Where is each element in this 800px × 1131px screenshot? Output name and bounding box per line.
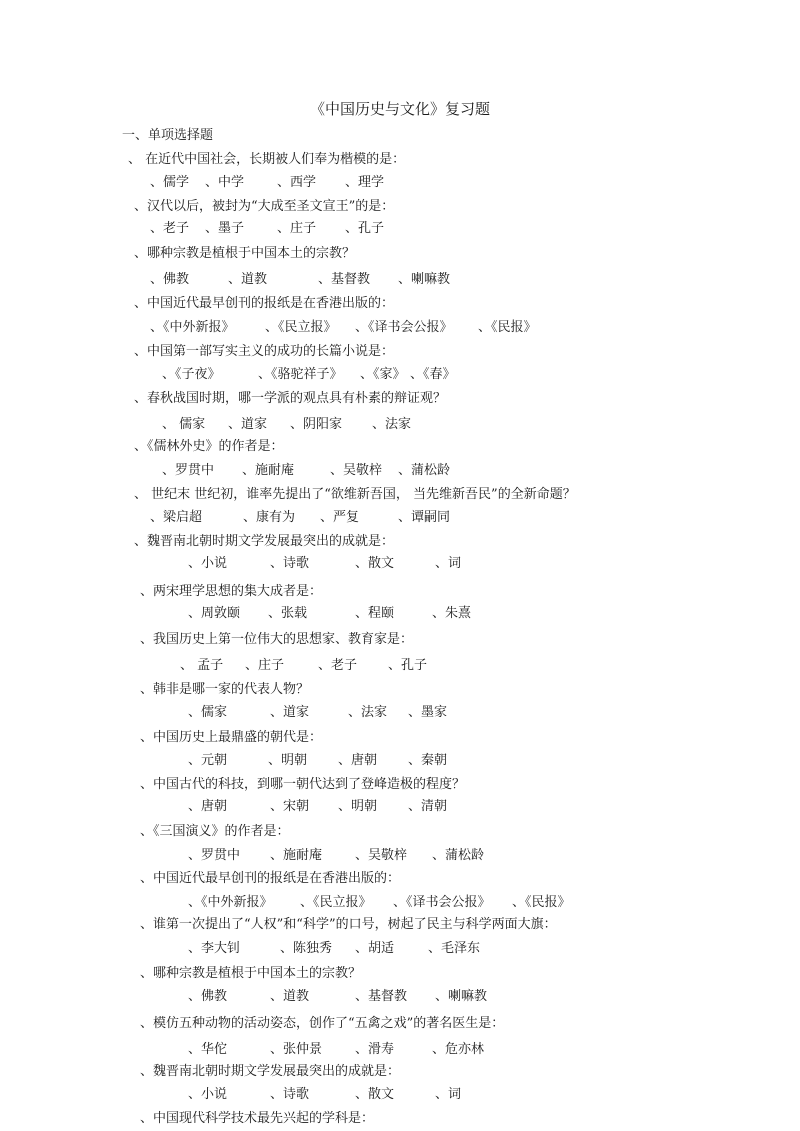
- answer-option: 、罗贯中: [188, 848, 241, 863]
- answer-option: 、喇嘛教: [435, 989, 488, 1004]
- answer-option: 、朱熹: [432, 606, 472, 621]
- answer-option: 、张载: [268, 606, 308, 621]
- answer-option: 、《中外新报》: [150, 320, 235, 335]
- answer-option: 、理学: [345, 175, 385, 190]
- question-text: 、中国现代科学技术最先兴起的学科是：: [140, 1111, 375, 1126]
- answer-option: 、喇嘛教: [398, 272, 451, 287]
- answer-option: 、陈独秀: [280, 941, 333, 956]
- question-text: 、 在近代中国社会，长期被人们奉为楷模的是：: [128, 152, 406, 167]
- answer-option: 、小说: [188, 1087, 228, 1102]
- answer-option: 、《民报》: [478, 320, 537, 335]
- answer-option: 、施耐庵: [270, 848, 323, 863]
- answer-option: 、蒲松龄: [432, 848, 485, 863]
- answer-option: 、华佗: [188, 1042, 228, 1057]
- question-text: 、哪种宗教是植根于中国本土的宗教？: [134, 246, 356, 261]
- answer-option: 、阴阳家: [290, 417, 343, 432]
- question-text: 、韩非是哪一家的代表人物？: [140, 682, 310, 697]
- question-text: 、模仿五种动物的活动姿态，创作了“五禽之戏”的著名医生是：: [140, 1016, 505, 1031]
- answer-option: 、康有为: [243, 510, 296, 525]
- answer-option: 、毛泽东: [428, 941, 481, 956]
- answer-option: 、基督教: [318, 272, 371, 287]
- answer-option: 、 孟子: [180, 658, 224, 673]
- answer-option: 、危亦林: [432, 1042, 485, 1057]
- answer-option: 、墨家: [408, 705, 448, 720]
- answer-option: 、道家: [228, 417, 268, 432]
- question-text: 、《儒林外史》的作者是：: [134, 439, 284, 454]
- answer-option: 、基督教: [355, 989, 408, 1004]
- section-heading: 一、单项选择题: [122, 128, 214, 143]
- answer-option: 、诗歌: [270, 556, 310, 571]
- answer-option: 、李大钊: [188, 941, 241, 956]
- answer-option: 、儒家: [188, 705, 228, 720]
- answer-option: 、庄子: [277, 221, 317, 236]
- answer-option: 、《民报》: [512, 895, 571, 910]
- answer-option: 、词: [435, 1087, 462, 1102]
- answer-option: 、墨子: [205, 221, 245, 236]
- answer-option: 、《译书会公报》: [393, 895, 491, 910]
- answer-option: 、罗贯中: [162, 463, 215, 478]
- question-text: 、我国历史上第一位伟大的思想家、教育家是：: [140, 632, 414, 647]
- answer-option: 、谭嗣同: [398, 510, 451, 525]
- answer-option: 、宋朝: [270, 799, 310, 814]
- answer-option: 、《春》: [410, 367, 456, 382]
- answer-option: 、《子夜》: [162, 367, 221, 382]
- answer-option: 、 儒家: [162, 417, 206, 432]
- answer-option: 、老子: [318, 658, 358, 673]
- answer-option: 、散文: [355, 556, 395, 571]
- answer-option: 、《家》: [360, 367, 406, 382]
- question-text: 、中国古代的科技，到哪一朝代达到了登峰造极的程度？: [140, 777, 466, 792]
- answer-option: 、庄子: [245, 658, 285, 673]
- answer-option: 、《骆驼祥子》: [258, 367, 343, 382]
- question-text: 、魏晋南北朝时期文学发展最突出的成就是：: [134, 534, 395, 549]
- answer-option: 、滑寿: [355, 1042, 395, 1057]
- answer-option: 、法家: [348, 705, 388, 720]
- answer-option: 、周敦颐: [188, 606, 241, 621]
- answer-option: 、中学: [205, 175, 245, 190]
- answer-option: 、张仲景: [270, 1042, 323, 1057]
- answer-option: 、程颐: [355, 606, 395, 621]
- question-text: 、两宋理学思想的集大成者是：: [140, 584, 323, 599]
- answer-option: 、小说: [188, 556, 228, 571]
- answer-option: 、胡适: [355, 941, 395, 956]
- answer-option: 、孔子: [345, 221, 385, 236]
- answer-option: 、唐朝: [188, 799, 228, 814]
- answer-option: 、道教: [270, 989, 310, 1004]
- question-text: 、谁第一次提出了“人权”和“科学”的口号，树起了民主与科学两面大旗：: [140, 917, 557, 932]
- answer-option: 、吴敬梓: [330, 463, 383, 478]
- question-text: 、哪种宗教是植根于中国本土的宗教？: [140, 966, 362, 981]
- question-text: 、汉代以后，被封为“大成至圣文宣王”的是：: [134, 199, 395, 214]
- answer-option: 、孔子: [388, 658, 428, 673]
- answer-option: 、《民立报》: [265, 320, 337, 335]
- question-text: 、中国近代最早创刊的报纸是在香港出版的：: [134, 296, 395, 311]
- answer-option: 、法家: [372, 417, 412, 432]
- answer-option: 、诗歌: [270, 1087, 310, 1102]
- answer-option: 、老子: [150, 221, 190, 236]
- answer-option: 、散文: [355, 1087, 395, 1102]
- answer-option: 、唐朝: [338, 753, 378, 768]
- answer-option: 、严复: [320, 510, 360, 525]
- answer-option: 、《民立报》: [300, 895, 372, 910]
- answer-option: 、梁启超: [150, 510, 203, 525]
- question-text: 、魏晋南北朝时期文学发展最突出的成就是：: [140, 1064, 401, 1079]
- answer-option: 、明朝: [338, 799, 378, 814]
- answer-option: 、儒学: [150, 175, 190, 190]
- answer-option: 、道家: [270, 705, 310, 720]
- answer-option: 、《中外新报》: [188, 895, 273, 910]
- question-text: 、中国近代最早创刊的报纸是在香港出版的：: [140, 871, 401, 886]
- answer-option: 、道教: [228, 272, 268, 287]
- question-text: 、中国第一部写实主义的成功的长篇小说是：: [134, 344, 395, 359]
- question-text: 、中国历史上最鼎盛的朝代是：: [140, 730, 323, 745]
- answer-option: 、蒲松龄: [398, 463, 451, 478]
- answer-option: 、西学: [277, 175, 317, 190]
- answer-option: 、佛教: [150, 272, 190, 287]
- answer-option: 、施耐庵: [242, 463, 295, 478]
- answer-option: 、元朝: [188, 753, 228, 768]
- answer-option: 、佛教: [188, 989, 228, 1004]
- answer-option: 、秦朝: [408, 753, 448, 768]
- answer-option: 、《译书会公报》: [355, 320, 453, 335]
- page-title: 《中国历史与文化》复习题: [309, 100, 490, 118]
- answer-option: 、明朝: [268, 753, 308, 768]
- answer-option: 、词: [435, 556, 462, 571]
- answer-option: 、清朝: [408, 799, 448, 814]
- question-text: 、《三国演义》的作者是：: [140, 824, 290, 839]
- answer-option: 、吴敬梓: [355, 848, 408, 863]
- question-text: 、 世纪末 世纪初，谁率先提出了“欲维新吾国， 当先维新吾民”的全新命题？: [134, 487, 576, 502]
- question-text: 、春秋战国时期，哪一学派的观点具有朴素的辩证观？: [134, 391, 447, 406]
